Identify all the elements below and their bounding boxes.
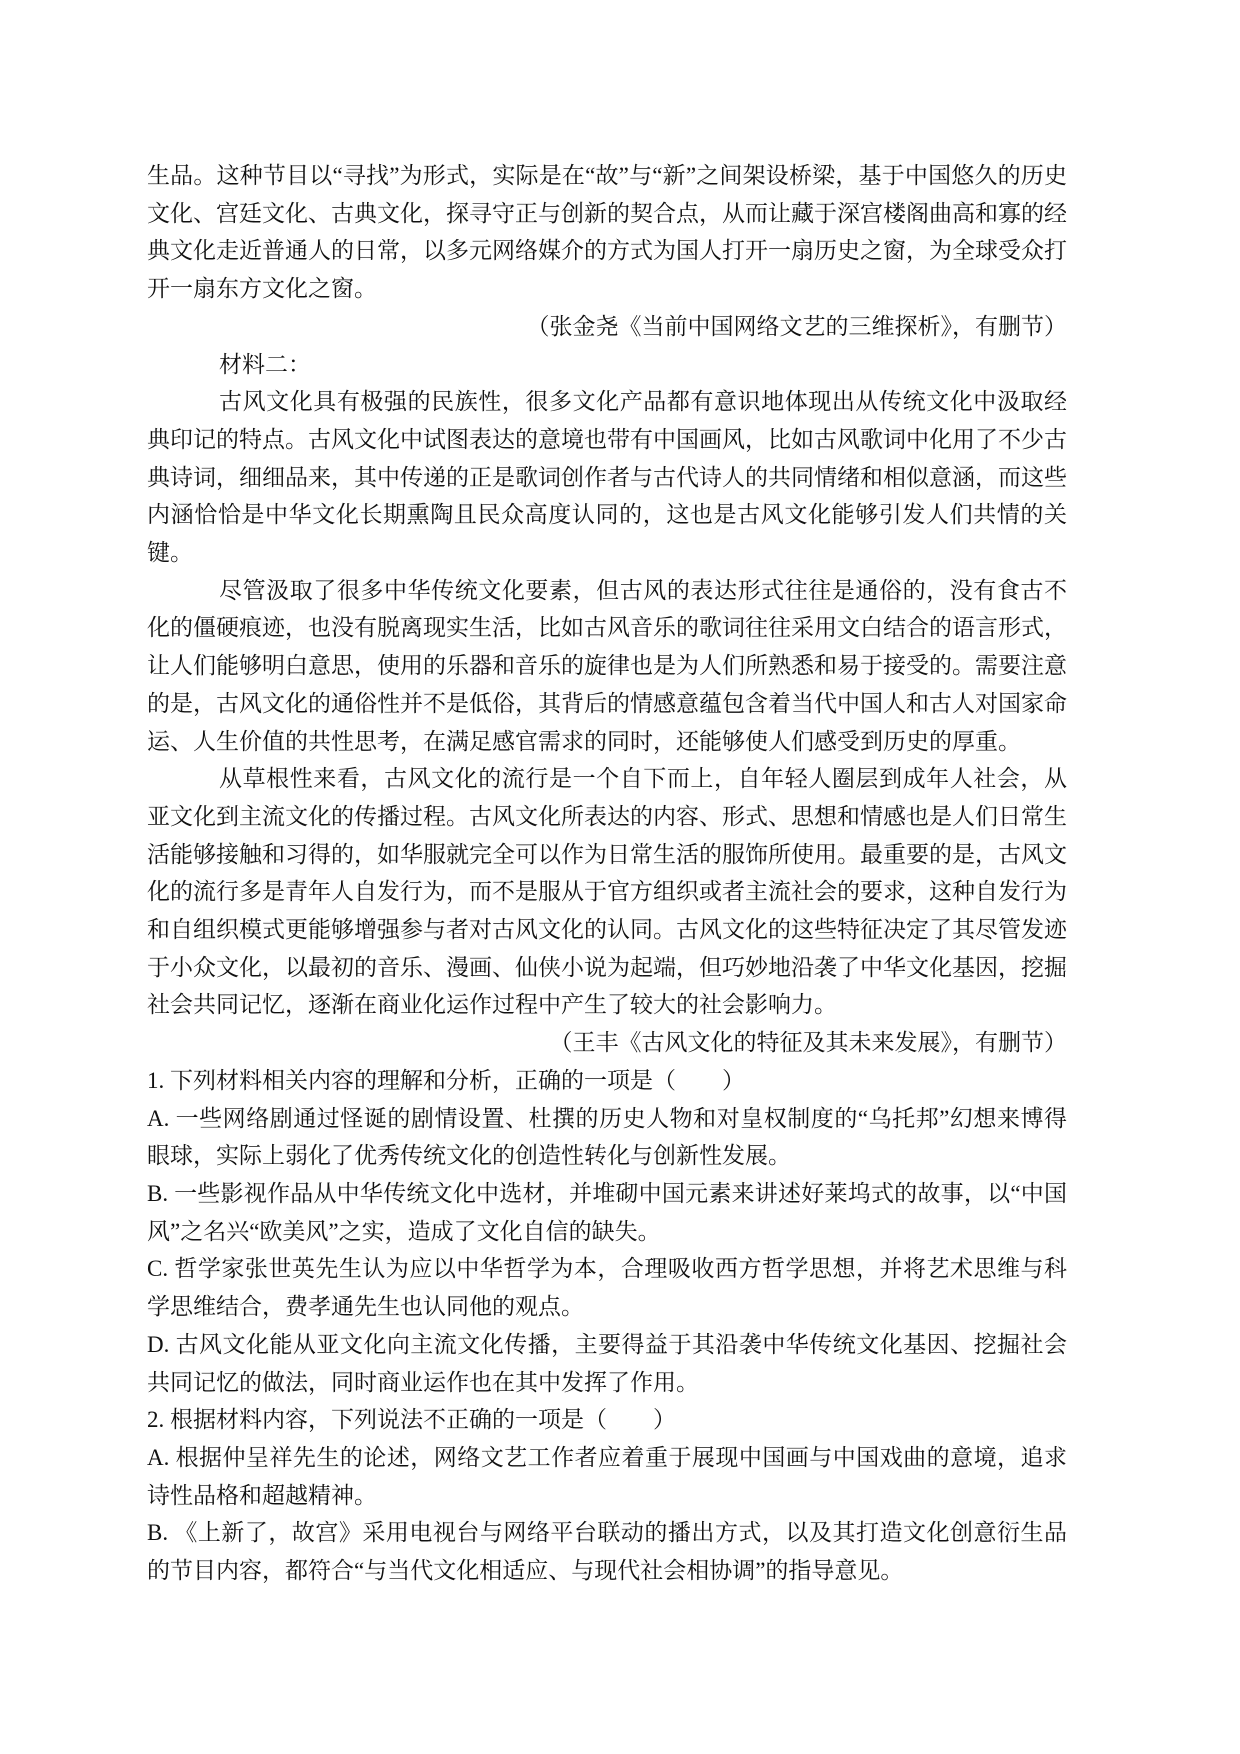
question2-option-b: B. 《上新了，故宫》采用电视台与网络平台联动的播出方式，以及其打造文化创意衍生品的节目内容，都符合“与当代文化相适应、与现代社会相协调”的指导意见。: [147, 1520, 1067, 1584]
question2-option-a: A. 根据仲呈祥先生的论述，网络文艺工作者应着重于展现中国画与中国戏曲的意境，追求诗性品格和超越精神。: [147, 1444, 1067, 1508]
material1-paragraph: 生品。这种节目以“寻找”为形式，实际是在“故”与“新”之间架设桥梁，基于中国悠久的历史文化、宫廷文化、古典文化，探寻守正与创新的契合点，从而让藏于深宫楼阁曲高和寡的经典文化走近普通人的日常，以多元网络媒介的方式为国人打开一扇历史之窗，为全球受众打开一扇东方文化之窗。: [147, 163, 1067, 302]
question1-stem: 1. 下列材料相关内容的理解和分析，正确的一项是（ ）: [147, 1067, 745, 1093]
question1-option-d: D. 古风文化能从亚文化向主流文化传播，主要得益于其沿袭中华传统文化基因、挖掘社会共同记忆的做法，同时商业运作也在其中发挥了作用。: [147, 1331, 1067, 1395]
material2-paragraph-1: 古风文化具有极强的民族性，很多文化产品都有意识地体现出从传统文化中汲取经典印记的特点。古风文化中试图表达的意境也带有中国画风，比如古风歌词中化用了不少古典诗词，细细品来，其中传递的正是歌词创作者与古代诗人的共同情绪和相似意涵，而这些内涵恰恰是中华文化长期熏陶且民众高度认同的，这也是古风文化能够引发人们共情的关键。: [147, 389, 1067, 566]
question1-option-a: A. 一些网络剧通过怪诞的剧情设置、杜撰的历史人物和对皇权制度的“乌托邦”幻想来博得眼球，实际上弱化了优秀传统文化的创造性转化与创新性发展。: [147, 1105, 1067, 1169]
question1-option-c: C. 哲学家张世英先生认为应以中华哲学为本，合理吸收西方哲学思想，并将艺术思维与科学思维结合，费孝通先生也认同他的观点。: [147, 1256, 1067, 1320]
material2-source-citation: （王丰《古风文化的特征及其未来发展》，有删节）: [549, 1030, 1067, 1056]
material1-source-citation: （张金尧《当前中国网络文艺的三维探析》，有删节）: [526, 313, 1067, 339]
material2-paragraph-3: 从草根性来看，古风文化的流行是一个自下而上，自年轻人圈层到成年人社会，从亚文化到主流文化的传播过程。古风文化所表达的内容、形式、思想和情感也是人们日常生活能够接触和习得的，如华服就完全可以作为日常生活的服饰所使用。最重要的是，古风文化的流行多是青年人自发行为，而不是服从于官方组织或者主流社会的要求，这种自发行为和自组织模式更能够增强参与者对古风文化的认同。古风文化的这些特征决定了其尽管发迹于小众文化，以最初的音乐、漫画、仙侠小说为起端，但巧妙地沿袭了中华文化基因，挖掘社会共同记忆，逐渐在商业化运作过程中产生了较大的社会影响力。: [147, 766, 1067, 1018]
question2-stem: 2. 根据材料内容，下列说法不正确的一项是（ ）: [147, 1407, 676, 1433]
material2-paragraph-2: 尽管汲取了很多中华传统文化要素，但古风的表达形式往往是通俗的，没有食古不化的僵硬痕迹，也没有脱离现实生活，比如古风音乐的歌词往往采用文白结合的语言形式，让人们能够明白意思，使用的乐器和音乐的旋律也是为人们所熟悉和易于接受的。需要注意的是，古风文化的通俗性并不是低俗，其背后的情感意蕴包含着当代中国人和古人对国家命运、人生价值的共性思考，在满足感官需求的同时，还能够使人们感受到历史的厚重。: [147, 577, 1067, 754]
reading-passage-and-questions: [147, 157, 1067, 1590]
material2-heading: 材料二：: [219, 351, 311, 377]
question1-option-b: B. 一些影视作品从中华传统文化中选材，并堆砌中国元素来讲述好莱坞式的故事，以“中国风”之名兴“欧美风”之实，造成了文化自信的缺失。: [147, 1180, 1067, 1244]
